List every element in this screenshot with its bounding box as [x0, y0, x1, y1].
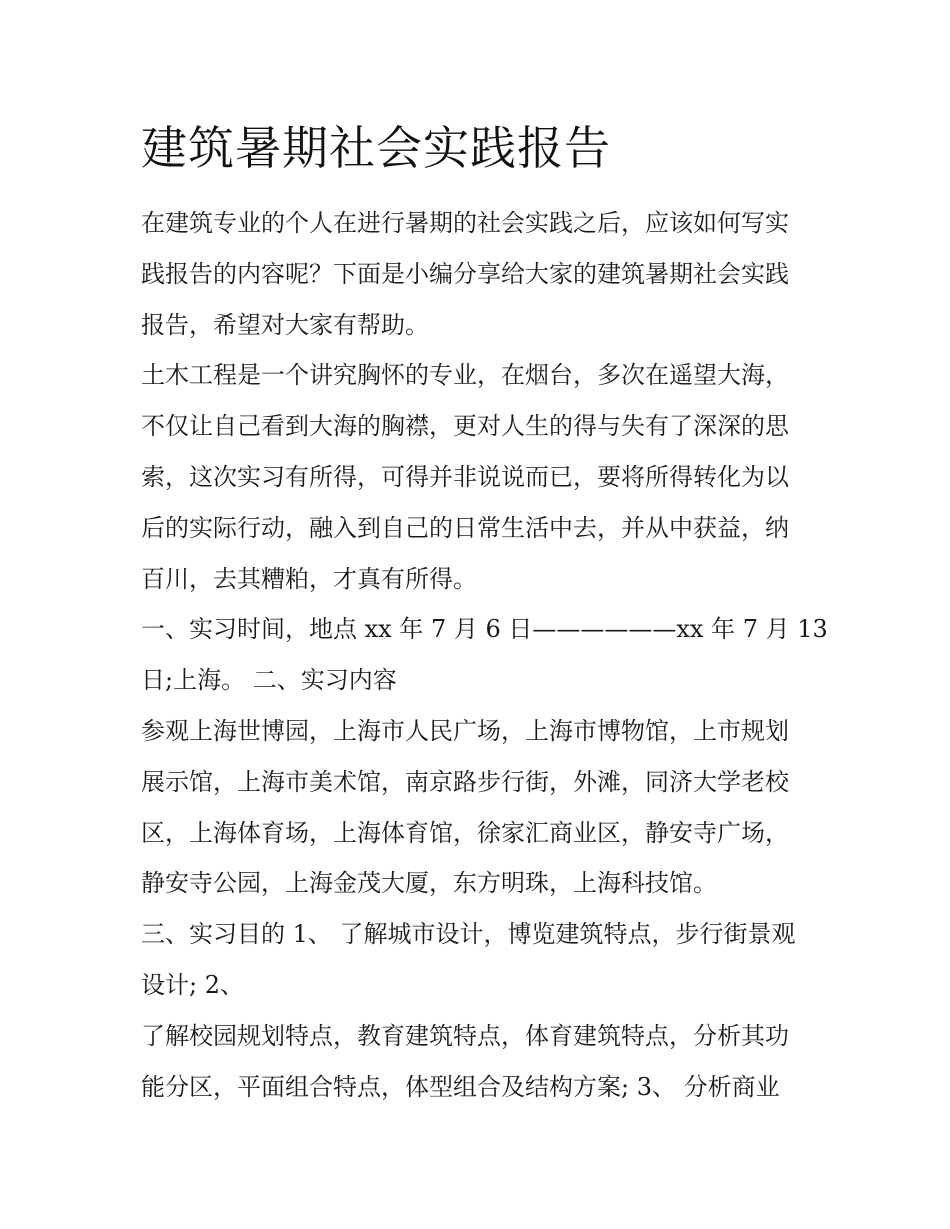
body-line: 静安寺公园，上海金茂大厦，东方明珠，上海科技馆。	[141, 869, 717, 898]
body-line: 在建筑专业的个人在进行暑期的社会实践之后，应该如何写实	[141, 209, 789, 237]
body-line: 能分区，平面组合特点，体型组合及结构方案; 3、 分析商业	[141, 1072, 780, 1101]
body-line: 后的实际行动，融入到自己的日常生活中去，并从中获益，纳	[141, 513, 789, 542]
body-line: 设计; 2、	[141, 970, 244, 999]
body-line: 了解校园规划特点，教育建筑特点，体育建筑特点，分析其功	[141, 1021, 789, 1050]
body-line: 土木工程是一个讲究胸怀的专业，在烟台，多次在遥望大海，	[141, 361, 789, 390]
body-line: 日;上海。 二、实习内容	[141, 666, 397, 695]
body-line: 三、实习目的 1、 了解城市设计，博览建筑特点，步行街景观	[141, 920, 796, 949]
body-line: 索，这次实习有所得，可得并非说说而已，要将所得转化为以	[141, 462, 789, 491]
body-line: 百川，去其糟粕，才真有所得。	[141, 564, 477, 593]
body-line: 一、实习时间，地点 xx 年 7 月 6 日——————xx 年 7 月 13	[141, 615, 828, 644]
body-line: 区，上海体育场，上海体育馆，徐家汇商业区，静安寺广场，	[141, 818, 789, 847]
body-line: 参观上海世博园，上海市人民广场，上海市博物馆，上市规划	[141, 716, 789, 745]
body-line: 报告，希望对大家有帮助。	[141, 310, 429, 339]
body-line: 不仅让自己看到大海的胸襟，更对人生的得与失有了深深的思	[141, 412, 789, 441]
body-line: 展示馆，上海市美术馆，南京路步行街，外滩，同济大学老校	[141, 767, 789, 796]
document-body	[141, 198, 828, 1112]
document-title: 建筑暑期社会实践报告	[141, 121, 611, 175]
body-line: 践报告的内容呢？下面是小编分享给大家的建筑暑期社会实践	[141, 259, 789, 288]
